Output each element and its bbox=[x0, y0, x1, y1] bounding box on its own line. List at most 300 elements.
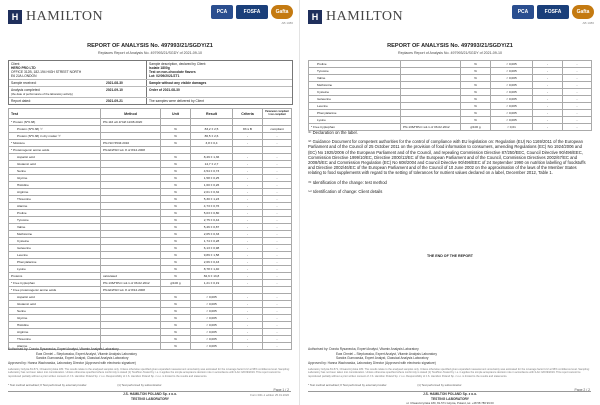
row-result: 4,54 ± 0,73 bbox=[191, 168, 233, 175]
row-compliance: - bbox=[263, 308, 292, 315]
row-criteria: - bbox=[233, 329, 263, 336]
row-test: Aspartic acid bbox=[9, 294, 101, 301]
row-result: 6,13 ± 0,98 bbox=[191, 245, 233, 252]
row-result: < 0,005 bbox=[191, 329, 233, 336]
legend bbox=[8, 383, 291, 387]
authorised-by-3: Sandra Gumowska, Expert Analyst, Classical Analysis Laboratory bbox=[336, 356, 429, 361]
row-result: 5,30 ± 1,23 bbox=[191, 196, 233, 203]
row-unit: % bbox=[461, 117, 491, 124]
row-test: Aspartic acid bbox=[9, 154, 101, 161]
legend-subcontractor: (1) Test performed by subcontractor bbox=[417, 383, 462, 387]
row-method bbox=[401, 110, 461, 117]
row-compliance: - bbox=[563, 124, 592, 131]
row-compliance: - bbox=[563, 82, 592, 89]
row-test: Protein (N*6.38) in dry matter ⁽²⁾ bbox=[9, 133, 101, 140]
row-unit bbox=[161, 287, 191, 294]
row-criteria: - bbox=[533, 96, 563, 103]
row-test: Tyrosine bbox=[309, 68, 401, 75]
row-unit: % bbox=[461, 61, 491, 68]
row-method bbox=[101, 203, 161, 210]
row-compliance: - bbox=[263, 182, 292, 189]
note-4: ⁽⁴⁾ Identification of change: Client details bbox=[308, 188, 383, 194]
row-result: < 0,005 bbox=[191, 301, 233, 308]
completed-block bbox=[9, 87, 104, 97]
row-result: 1,58 ± 0,25 bbox=[191, 175, 233, 182]
row-unit: % bbox=[161, 210, 191, 217]
client-city: E6 2JA LONDON bbox=[11, 74, 37, 78]
row-method bbox=[101, 224, 161, 231]
table-row bbox=[9, 147, 292, 154]
row-unit: % bbox=[161, 259, 191, 266]
row-criteria: - bbox=[533, 82, 563, 89]
sampled-by: The samples were delivered by Client bbox=[149, 99, 204, 103]
footer-company: J.S. HAMILTON POLAND Sp. z o.o. bbox=[122, 392, 178, 396]
row-method: PN-136/HPLC wit.1 of 06.02.2012 bbox=[101, 280, 161, 287]
row-unit: g/100 g bbox=[461, 124, 491, 131]
logo-mark: H bbox=[8, 10, 22, 24]
row-test: * Free tryptophan bbox=[9, 280, 101, 287]
row-criteria bbox=[233, 119, 263, 126]
report-title: REPORT OF ANALYSIS No. 497993/21/SGDY/Z1 bbox=[387, 43, 513, 49]
completed-date: 2021-09-10 bbox=[104, 87, 147, 97]
sample-desc-label: Sample description, declared by Client: bbox=[149, 62, 207, 66]
table-row bbox=[9, 231, 292, 238]
row-unit: % bbox=[161, 343, 191, 350]
row-test: Glutamic acid bbox=[9, 301, 101, 308]
row-compliance: - bbox=[263, 315, 292, 322]
row-compliance: - bbox=[263, 140, 292, 147]
notes-section bbox=[308, 130, 591, 198]
results-header-row bbox=[9, 109, 292, 119]
row-result: 4,73 ± 0,76 bbox=[191, 203, 233, 210]
row-test: * Moisture bbox=[9, 140, 101, 147]
row-unit: % bbox=[161, 189, 191, 196]
row-result: < 0,005 bbox=[191, 343, 233, 350]
received-date: 2021-08-30 bbox=[104, 80, 147, 86]
row-criteria: - bbox=[533, 117, 563, 124]
row-method bbox=[401, 117, 461, 124]
row-unit: % bbox=[161, 224, 191, 231]
row-test: Arginine bbox=[9, 189, 101, 196]
row-result: 8,49 ± 1,36 bbox=[191, 154, 233, 161]
row-method bbox=[401, 96, 461, 103]
row-unit: % bbox=[161, 273, 191, 280]
results-table bbox=[8, 108, 292, 350]
row-unit: % bbox=[461, 103, 491, 110]
row-test: Proteins bbox=[9, 273, 101, 280]
row-criteria: - bbox=[233, 266, 263, 273]
row-test: Leucine bbox=[9, 252, 101, 259]
table-row bbox=[9, 301, 292, 308]
row-criteria: - bbox=[233, 322, 263, 329]
row-compliance: - bbox=[563, 61, 592, 68]
pca-badge-icon: PCA bbox=[211, 5, 233, 19]
table-row bbox=[9, 315, 292, 322]
row-result: 5,03 ± 0,80 bbox=[191, 210, 233, 217]
approved-by: Approved by: Hanna Wachowska, Laboratory Director (Approved with electronic signature) bbox=[308, 360, 436, 365]
footer-lab: TESTING LABORATORY bbox=[130, 396, 170, 401]
logo-text: HAMILTON bbox=[326, 9, 404, 24]
table-row bbox=[9, 294, 292, 301]
company-logo bbox=[8, 9, 103, 25]
row-test: Serine bbox=[9, 308, 101, 315]
row-criteria: - bbox=[233, 245, 263, 252]
row-result: 2,01 ± 0,32 bbox=[191, 189, 233, 196]
row-compliance: - bbox=[263, 203, 292, 210]
row-unit: % bbox=[461, 110, 491, 117]
row-unit: % bbox=[461, 68, 491, 75]
table-row bbox=[9, 154, 292, 161]
row-compliance: - bbox=[263, 168, 292, 175]
row-result: < 0,005 bbox=[191, 308, 233, 315]
accreditation-badges bbox=[512, 5, 594, 19]
row-compliance: - bbox=[263, 133, 292, 140]
row-compliance: - bbox=[263, 343, 292, 350]
disclaimer: Laboratory Gdynia 81-571, Chwaszczyńska 180. The results relate to the analysed samples only. Unless otherwise specified given expanded measurement uncertainty was estimated for the coverage factor k=2 at 95% confidence level. Sampling: Laboratory has not been taken into consideration. Unless otherwise specified where conformity is stated (1) Test/Non-Tested by: i.e. it applies the simple acceptance decision rule in accordance with ILAC G8:09/2019. This report cannot be reproduced partially without a prior written consent of J.S. Hamilton Poland Sp. z o.o. Responsibility of J.S. Hamilton Poland Sp. z o.o. is limited to the results and statements. bbox=[308, 368, 590, 378]
row-unit: % bbox=[461, 82, 491, 89]
row-unit: % bbox=[461, 96, 491, 103]
row-criteria: - bbox=[233, 252, 263, 259]
client-block bbox=[9, 61, 104, 79]
row-criteria: - bbox=[233, 280, 263, 287]
table-row bbox=[9, 224, 292, 231]
row-test: Arginine bbox=[9, 329, 101, 336]
row-compliance: - bbox=[263, 259, 292, 266]
row-result: < 0,005 bbox=[191, 322, 233, 329]
row-compliance: - bbox=[263, 280, 292, 287]
table-row bbox=[9, 133, 292, 140]
row-compliance: - bbox=[263, 210, 292, 217]
row-criteria: - bbox=[233, 217, 263, 224]
table-row bbox=[9, 259, 292, 266]
row-test: Threonine bbox=[9, 196, 101, 203]
row-test: Phenylalanine bbox=[9, 259, 101, 266]
row-compliance: - bbox=[263, 294, 292, 301]
row-compliance: - bbox=[263, 196, 292, 203]
row-unit: % bbox=[161, 126, 191, 133]
row-compliance: - bbox=[563, 89, 592, 96]
row-test: Proline bbox=[309, 61, 401, 68]
accreditation-number: AB 1086 bbox=[281, 21, 293, 25]
note-1: ⁽¹⁾ Declaration on the label. bbox=[308, 130, 358, 135]
row-result bbox=[191, 147, 233, 154]
row-compliance: - bbox=[563, 117, 592, 124]
row-result: < 0,005 bbox=[491, 89, 533, 96]
row-criteria: - bbox=[233, 154, 263, 161]
col-compliance: Parameter compliant / non-compliant bbox=[263, 109, 292, 119]
fosfa-badge-icon: FOSFA bbox=[537, 5, 569, 19]
table-row bbox=[9, 182, 292, 189]
row-test: Histidine bbox=[9, 322, 101, 329]
row-compliance: - bbox=[263, 154, 292, 161]
row-method bbox=[101, 238, 161, 245]
row-unit: % bbox=[161, 203, 191, 210]
row-method bbox=[101, 301, 161, 308]
row-method bbox=[101, 252, 161, 259]
row-method bbox=[101, 189, 161, 196]
row-result: 2,05 ± 0,33 bbox=[191, 231, 233, 238]
row-unit: g/100 g bbox=[161, 280, 191, 287]
row-unit: % bbox=[161, 336, 191, 343]
table-row bbox=[9, 336, 292, 343]
row-criteria: - bbox=[233, 196, 263, 203]
row-method: PN-116 wit.1Hoff.11/08.2020 bbox=[101, 119, 161, 126]
table-row bbox=[309, 68, 592, 75]
row-compliance bbox=[263, 119, 292, 126]
row-unit: % bbox=[161, 329, 191, 336]
row-criteria: - bbox=[233, 238, 263, 245]
col-result: Result bbox=[191, 109, 233, 119]
row-result: 2,66 ± 0,43 bbox=[191, 259, 233, 266]
row-compliance: - bbox=[263, 231, 292, 238]
row-criteria bbox=[233, 287, 263, 294]
results-table-continued bbox=[308, 60, 592, 131]
row-result: < 0,005 bbox=[491, 103, 533, 110]
row-test: * Free proteinogenic amino acids bbox=[9, 287, 101, 294]
form-number: Form R41-1 edition 25.01.2020 bbox=[250, 393, 289, 397]
row-result: < 0,005 bbox=[191, 294, 233, 301]
row-method bbox=[101, 308, 161, 315]
row-method bbox=[101, 217, 161, 224]
row-method: PN-EN/ISO wit. 8 of 8/12.2008 bbox=[101, 147, 161, 154]
row-method bbox=[101, 196, 161, 203]
page-number: Page 1 / 2 bbox=[273, 388, 289, 392]
row-compliance: - bbox=[263, 252, 292, 259]
row-method bbox=[101, 231, 161, 238]
row-result: 3,8 ± 0,4 bbox=[191, 140, 233, 147]
table-row bbox=[9, 119, 292, 126]
table-row bbox=[9, 140, 292, 147]
page-number: Page 2 / 2 bbox=[574, 388, 590, 392]
authorised-by-1: Authorised by: Dorota Rysanecka, Expert Analyst, Vitamin Analysis Laboratory bbox=[308, 347, 419, 351]
table-row bbox=[9, 280, 292, 287]
row-compliance: - bbox=[263, 224, 292, 231]
col-unit: Unit bbox=[161, 109, 191, 119]
row-test: Protein (N*6.38) ⁽¹⁾ bbox=[9, 126, 101, 133]
row-criteria: - bbox=[233, 301, 263, 308]
row-method bbox=[101, 154, 161, 161]
gafta-badge-icon: Gafta bbox=[271, 5, 293, 19]
logo-mark: H bbox=[308, 10, 322, 24]
row-result: < 0,005 bbox=[191, 315, 233, 322]
row-result: < 0,005 bbox=[191, 336, 233, 343]
row-unit: % bbox=[161, 308, 191, 315]
row-criteria: - bbox=[233, 308, 263, 315]
table-row bbox=[9, 273, 292, 280]
order-label: Order of 2021-08-30 bbox=[149, 88, 180, 92]
completed-label: Analysis completed: bbox=[11, 88, 41, 92]
row-test: Valine bbox=[309, 75, 401, 82]
row-result bbox=[191, 287, 233, 294]
row-test: Alanine bbox=[9, 203, 101, 210]
row-criteria: - bbox=[233, 140, 263, 147]
row-method bbox=[101, 210, 161, 217]
row-method: PN-136/HPLC wit.1 of 06.02.2012 bbox=[401, 124, 461, 131]
row-unit: % bbox=[161, 161, 191, 168]
report-title: REPORT OF ANALYSIS No. 497993/21/SGDY/Z1 bbox=[87, 43, 213, 49]
table-row bbox=[9, 210, 292, 217]
row-criteria: - bbox=[233, 259, 263, 266]
authorisation-block bbox=[8, 347, 291, 365]
table-row bbox=[9, 189, 292, 196]
row-unit: % bbox=[161, 182, 191, 189]
col-method: Method bbox=[101, 109, 161, 119]
row-method bbox=[401, 61, 461, 68]
row-test: * Free tryptophan bbox=[309, 124, 401, 131]
row-unit: % bbox=[161, 231, 191, 238]
legend-accredited: * Test method accredited; # Test performed by external provider bbox=[308, 383, 387, 387]
row-test: Histidine bbox=[9, 182, 101, 189]
accreditation-badges bbox=[211, 5, 293, 19]
row-compliance: - bbox=[263, 217, 292, 224]
row-criteria: - bbox=[233, 343, 263, 350]
page-footer bbox=[0, 392, 300, 401]
gafta-badge-icon: Gafta bbox=[572, 5, 594, 19]
row-method bbox=[101, 175, 161, 182]
row-result: < 0,005 bbox=[491, 75, 533, 82]
issued-label: Report dated: bbox=[11, 99, 31, 103]
sample-condition: Sample without any visible damages bbox=[149, 81, 207, 85]
row-method bbox=[401, 82, 461, 89]
legend bbox=[308, 383, 591, 387]
row-criteria: - bbox=[233, 189, 263, 196]
row-method bbox=[101, 133, 161, 140]
received-label: Sample received: bbox=[11, 81, 37, 85]
accreditation-number: AB 1086 bbox=[582, 21, 594, 25]
row-method bbox=[101, 336, 161, 343]
row-unit: % bbox=[161, 154, 191, 161]
table-row bbox=[9, 217, 292, 224]
row-compliance: - bbox=[263, 175, 292, 182]
row-test: Glutamic acid bbox=[9, 161, 101, 168]
row-compliance: - bbox=[263, 161, 292, 168]
client-name: HERO PRO LTD bbox=[11, 66, 36, 70]
row-compliance: - bbox=[563, 75, 592, 82]
logo-text: HAMILTON bbox=[26, 9, 104, 24]
row-criteria: - bbox=[233, 210, 263, 217]
row-test: Methionine bbox=[309, 82, 401, 89]
authorisation-block bbox=[308, 347, 591, 365]
table-row bbox=[9, 126, 292, 133]
row-result: < 0,005 bbox=[491, 82, 533, 89]
row-result: 5,46 ± 0,87 bbox=[191, 224, 233, 231]
row-test: Leucine bbox=[309, 103, 401, 110]
table-row bbox=[309, 103, 592, 110]
table-row bbox=[9, 161, 292, 168]
row-criteria: - bbox=[233, 175, 263, 182]
authorised-by-1: Authorised by: Dorota Rysanecka, Expert Analyst, Vitamin Analysis Laboratory bbox=[8, 347, 119, 351]
row-criteria: - bbox=[233, 182, 263, 189]
row-result: 83,2 ± 2,5 bbox=[191, 126, 233, 133]
legend-subcontractor: (1) Test performed by subcontractor bbox=[117, 383, 162, 387]
row-unit: % bbox=[461, 89, 491, 96]
row-method bbox=[101, 322, 161, 329]
row-test: Phenylalanine bbox=[309, 110, 401, 117]
row-method bbox=[401, 103, 461, 110]
row-compliance bbox=[263, 147, 292, 154]
sample-lot: Lot: 02/09/2021/ZT1 bbox=[149, 74, 180, 78]
row-result: 8,78 ± 1,40 bbox=[191, 266, 233, 273]
row-result: < 0,005 bbox=[491, 117, 533, 124]
row-unit: % bbox=[161, 238, 191, 245]
row-method bbox=[101, 294, 161, 301]
row-result: 82,6 ± 13,8 bbox=[191, 273, 233, 280]
row-compliance: - bbox=[263, 329, 292, 336]
row-criteria: - bbox=[233, 336, 263, 343]
col-criteria: Criteria bbox=[233, 109, 263, 119]
report-replaces: Replaces Report of Analysis No. 497993/21/SGDY of 2021-09-10 bbox=[397, 51, 503, 55]
row-unit: % bbox=[161, 140, 191, 147]
note-2: ⁽²⁾ Guidance Document for competent authorities for the control of compliance with EU legislation on: Regulation (EU) No 1169/2011 of the European Parliament and of the Council of 25 October 2011 on the provision of food information to consumers, amending Regulations (EC) No 1924/2006 and (EC) No 1925/2006 of the European Parliament and of the Council, and repealing Commission Directive 87/250/EEC, Council Directive 90/496/EEC, Commission Directive 1999/10/EC, Directive 2000/13/EC of the European Parliament and of the Council, Commission Directives 2002/67/EC and 2008/5/EC and Commission Regulation (EC) No 608/2004 and Council Directive 90/496/EEC of 24 September 1990 on nutrition labelling of foodstuffs and Directive 2002/46/EC of the European Parliament and of the Council of 10 June 2002 on the approximation of the laws of the Member States relating to food supplements with regard to the setting of tolerances for nutrient values declared on a label, December 2012, Table 1. bbox=[308, 139, 586, 176]
row-unit: % bbox=[161, 322, 191, 329]
row-result: 9,89 ± 1,58 bbox=[191, 252, 233, 259]
table-row bbox=[9, 203, 292, 210]
footer-lab: TESTING LABORATORY bbox=[430, 396, 470, 401]
row-method: PN-ISO 5534:2016 bbox=[101, 140, 161, 147]
row-unit bbox=[161, 119, 191, 126]
row-test: Cysteine bbox=[9, 238, 101, 245]
page-footer bbox=[300, 392, 600, 405]
row-criteria: - bbox=[233, 231, 263, 238]
row-criteria: - bbox=[533, 75, 563, 82]
row-result: < 0,005 bbox=[491, 61, 533, 68]
row-compliance: - bbox=[263, 301, 292, 308]
client-address: OFFICE 312B, 182-194 HIGH STREET NORTH bbox=[11, 70, 82, 74]
approved-by: Approved by: Hanna Wachowska, Laboratory Director (Approved with electronic signature) bbox=[8, 360, 136, 365]
row-result: 14,7 ± 2,7 bbox=[191, 161, 233, 168]
table-row bbox=[309, 117, 592, 124]
table-row bbox=[309, 89, 592, 96]
company-logo bbox=[308, 9, 403, 25]
row-method: PN-EN/ISO wit. 8 of 8/12.2008 bbox=[101, 287, 161, 294]
row-unit: % bbox=[161, 168, 191, 175]
row-method bbox=[101, 182, 161, 189]
row-unit: % bbox=[161, 196, 191, 203]
table-row bbox=[9, 329, 292, 336]
row-compliance: - bbox=[263, 322, 292, 329]
row-method bbox=[401, 75, 461, 82]
row-method bbox=[101, 161, 161, 168]
row-unit: % bbox=[161, 217, 191, 224]
row-unit: % bbox=[161, 301, 191, 308]
row-test: * Proteinogenic amino acids bbox=[9, 147, 101, 154]
row-method bbox=[101, 245, 161, 252]
disclaimer: Laboratory Gdynia 81-571, Chwaszczyńska 180. The results relate to the analysed samples only. Unless otherwise specified given expanded measurement uncertainty was estimated for the coverage factor k=2 at 95% confidence level. Sampling: Laboratory has not been taken into consideration. Unless otherwise specified where conformity is stated (1) Test/Non-Tested by: i.e. it applies the simple acceptance decision rule in accordance with ILAC G8:09/2019. This report cannot be reproduced partially without a prior written consent of J.S. Hamilton Poland Sp. z o.o. Responsibility of J.S. Hamilton Poland Sp. z o.o. is limited to the results and statements. bbox=[8, 368, 290, 378]
row-unit: % bbox=[161, 252, 191, 259]
sample-test: Test on non-chocolate flavors bbox=[149, 70, 196, 74]
row-method bbox=[401, 68, 461, 75]
table-row bbox=[9, 168, 292, 175]
row-method bbox=[101, 259, 161, 266]
row-method bbox=[101, 329, 161, 336]
row-method bbox=[401, 89, 461, 96]
row-criteria bbox=[233, 147, 263, 154]
authorised-by-3: Sandra Gumowska, Expert Analyst, Classical Analysis Laboratory bbox=[36, 356, 129, 361]
footer-company: J.S. HAMILTON POLAND Sp. z o.o. bbox=[422, 392, 478, 396]
row-criteria: - bbox=[533, 103, 563, 110]
table-row bbox=[309, 82, 592, 89]
row-result: < 0,005 bbox=[491, 68, 533, 75]
row-criteria: - bbox=[533, 68, 563, 75]
table-row bbox=[9, 266, 292, 273]
authorised-by-2: Ewa Chmiel – Stepkowska, Expert Analyst, Vitamin Analysis Laboratory bbox=[336, 351, 437, 356]
row-unit: % bbox=[161, 133, 191, 140]
row-test: Alanine bbox=[9, 343, 101, 350]
row-test: Serine bbox=[9, 168, 101, 175]
table-row bbox=[309, 75, 592, 82]
row-criteria: - bbox=[233, 203, 263, 210]
pca-badge-icon: PCA bbox=[512, 5, 534, 19]
